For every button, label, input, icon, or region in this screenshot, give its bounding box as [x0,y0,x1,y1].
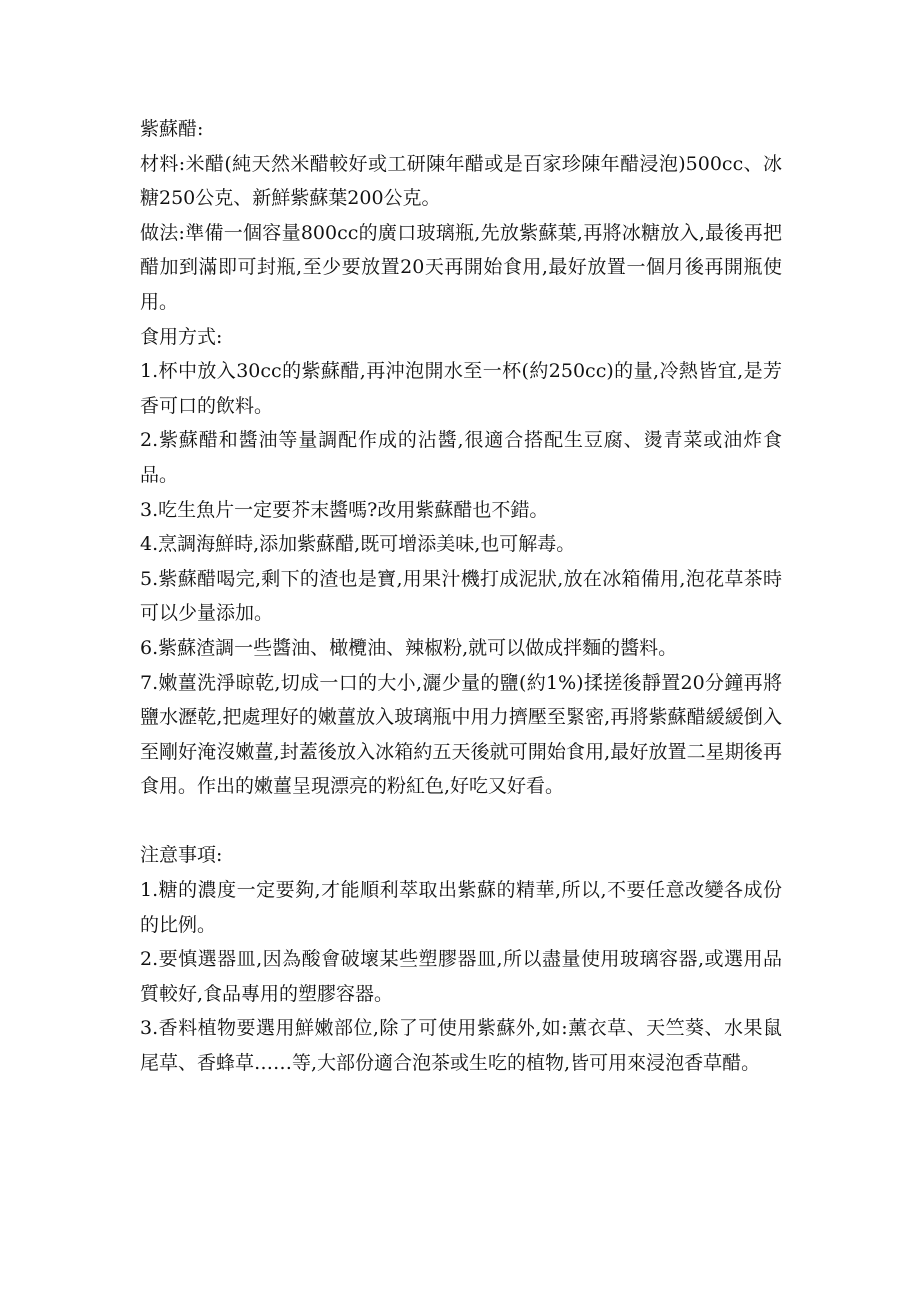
usage-item-2: 2.紫蘇醋和醬油等量調配作成的沾醬,很適合搭配生豆腐、燙青菜或油炸食品。 [140,429,782,486]
usage-item-1: 1.杯中放入30cc的紫蘇醋,再沖泡開水至一杯(約250cc)的量,冷熱皆宜,是芳香可口的飲料。 [140,360,782,417]
recipe-title: 紫蘇醋: [140,118,204,140]
usage-heading: 食用方式: [140,325,223,348]
usage-item-7: 7.嫩薑洗淨晾乾,切成一口的大小,灑少量的鹽(約1%)揉搓後靜置20分鐘再將鹽水瀝乾,把處理好的嫩薑放入玻璃瓶中用力擠壓至緊密,再將紫蘇醋緩緩倒入至剛好淹沒嫩薑,封蓋後放入冰箱約五天後就可開始食用,最好放置二星期後再食用。作出的嫩薑呈現漂亮的粉紅色,好吃又好看。 [140,671,782,798]
section-spacer [140,804,782,839]
usage-item-3: 3.吃生魚片一定要芥末醬嗎?改用紫蘇醋也不錯。 [140,498,549,521]
usage-item-5: 5.紫蘇醋喝完,剩下的渣也是寶,用果汁機打成泥狀,放在冰箱備用,泡花草茶時可以少量添加。 [140,567,782,625]
notes-heading: 注意事項: [140,844,223,867]
notes-item-2: 2.要慎選器皿,因為酸會破壞某些塑膠器皿,所以盡量使用玻璃容器,或選用品質較好,食品專用的塑膠容器。 [140,948,782,1005]
notes-item-1: 1.糖的濃度一定要夠,才能順利萃取出紫蘇的精華,所以,不要任意改變各成份的比例。 [140,879,782,936]
usage-item-4: 4.烹調海鮮時,添加紫蘇醋,既可增添美味,也可解毒。 [140,533,576,556]
materials-paragraph: 材料:米醋(純天然米醋較好或工研陳年醋或是百家珍陳年醋浸泡)500cc、冰糖250公克、新鮮紫蘇葉200公克。 [140,152,782,210]
usage-item-6: 6.紫蘇渣調一些醬油、橄欖油、辣椒粉,就可以做成拌麵的醬料。 [140,636,678,659]
method-paragraph: 做法:準備一個容量800cc的廣口玻璃瓶,先放紫蘇葉,再將冰糖放入,最後再把醋加到滿即可封瓶,至少要放置20天再開始食用,最好放置一個月後再開瓶使用。 [140,221,782,313]
notes-item-3: 3.香料植物要選用鮮嫩部位,除了可使用紫蘇外,如:薰衣草、天竺葵、水果鼠尾草、香蜂草……等,大部份適合泡茶或生吃的植物,皆可用來浸泡香草醋。 [140,1017,782,1075]
document-page [140,112,782,1081]
